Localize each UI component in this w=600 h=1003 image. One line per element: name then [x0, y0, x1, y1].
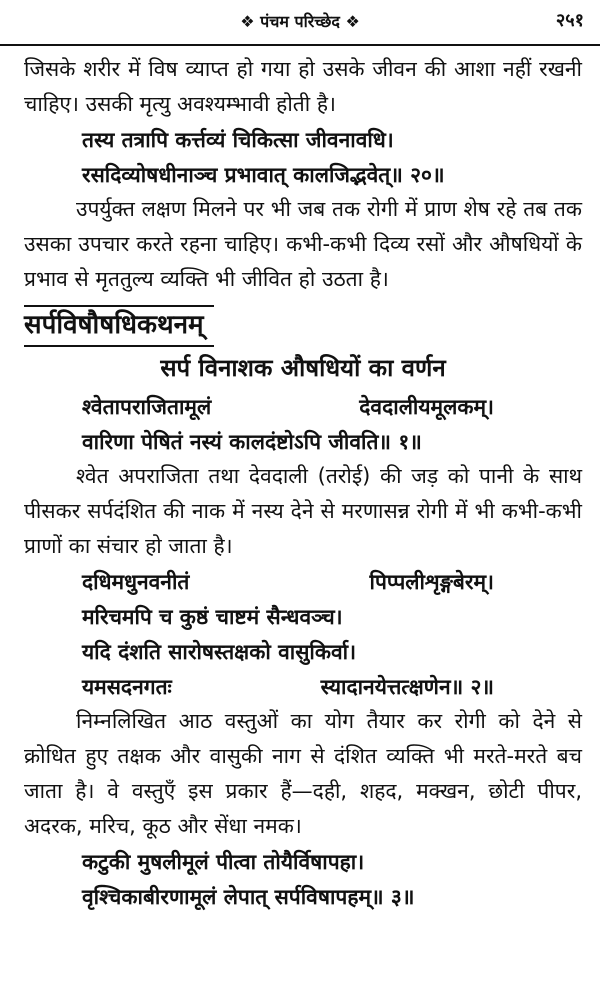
verse-2-line-2-a: मरिचमपि च कुष्ठं चाष्टमं सैन्धवञ्च। — [82, 604, 343, 629]
verse-2-line-4-a: यमसदनगतः — [82, 674, 172, 699]
verse-2-line-4-b: स्यादानयेत्तत्क्षणेन॥ २॥ — [320, 674, 494, 699]
paragraph-2: उपर्युक्त लक्षण मिलने पर भी जब तक रोगी में प्राण शेष रहे तब तक उसका उपचार करते रहना चाहिए। कभी-कभी दिव्य रसों और औषधियों के प्रभाव से मृततुल्य व्यक्ति भी जीवित हो उठता है। — [24, 197, 582, 291]
paragraph-4: निम्नलिखित आठ वस्तुओं का योग तैयार कर रोगी को देने से क्रोधित हुए तक्षक और वासुकी नाग से दंशित व्यक्ति भी मरते-मरते बच जाता है। वे वस्तुएँ इस प्रकार हैं—दही, शहद, मक्खन, छोटी पीपर, अदरक, मरिच, कूठ और सेंधा नमक। — [24, 709, 582, 838]
verse-2-line-1-a: दधिमधुनवनीतं — [82, 569, 190, 594]
verse-3 — [82, 844, 582, 914]
section-heading-wrap — [24, 305, 582, 345]
section-heading: सर्पविषौषधिकथनम् — [24, 305, 214, 347]
chapter-title: ❖ पंचम परिच्छेद ❖ — [240, 12, 360, 31]
verse-1-line-2 — [82, 424, 582, 459]
verse-1-line-1 — [82, 389, 582, 424]
verse-3-line-2: वृश्चिकाबीरणामूलं लेपात् सर्पविषापहम्॥ ३॥ — [82, 884, 415, 909]
verse-2-line-1-b: पिप्पलीशृङ्गबेरम्। — [369, 569, 494, 594]
verse-20-line-1: तस्य तत्रापि कर्त्तव्यं चिकित्सा जीवनावधि। — [82, 127, 394, 152]
verse-2-line-3-a: यदि दंशति सारोषस्तक्षको वासुकिर्वा। — [82, 639, 357, 664]
verse-2-line-2 — [82, 599, 582, 634]
verse-2-line-3 — [82, 634, 582, 669]
verse-3-line-1: कटुकी मुषलीमूलं पीत्वा तोयैर्विषापहा। — [82, 849, 365, 874]
verse-20-line-2: रसदिव्योषधीनाञ्च प्रभावात् कालजिद्भवेत्॥ २०॥ — [82, 162, 445, 187]
verse-1-line-2-a: वारिणा पेषितं नस्यं कालदंष्टोऽपि जीवति॥ १॥ — [82, 429, 422, 454]
verse-2-line-4 — [82, 669, 582, 704]
verse-1-line-1-a: श्वेतापराजितामूलं — [82, 394, 212, 419]
header-rule — [0, 44, 600, 46]
paragraph-1: जिसके शरीर में विष व्याप्त हो गया हो उसके जीवन की आशा नहीं रखनी चाहिए। उसकी मृत्यु अवश्यम्भावी होती है। — [24, 57, 582, 116]
paragraph-3: श्वेत अपराजिता तथा देवदाली (तरोई) की जड़ को पानी के साथ पीसकर सर्पदंशित की नाक में नस्य देने से मरणासन्न रोगी में भी कभी-कभी प्राणों का संचार हो जाता है। — [24, 464, 582, 558]
page-number: २५१ — [555, 10, 584, 31]
verse-2 — [82, 564, 582, 704]
verse-1-line-1-b: देवदालीयमूलकम्। — [359, 394, 494, 419]
subheading: सर्प विनाशक औषधियों का वर्णन — [160, 353, 446, 382]
page-content — [24, 52, 582, 914]
verse-2-line-1 — [82, 564, 582, 599]
verse-20 — [82, 122, 582, 192]
verse-1 — [82, 389, 582, 459]
running-header — [0, 8, 600, 36]
